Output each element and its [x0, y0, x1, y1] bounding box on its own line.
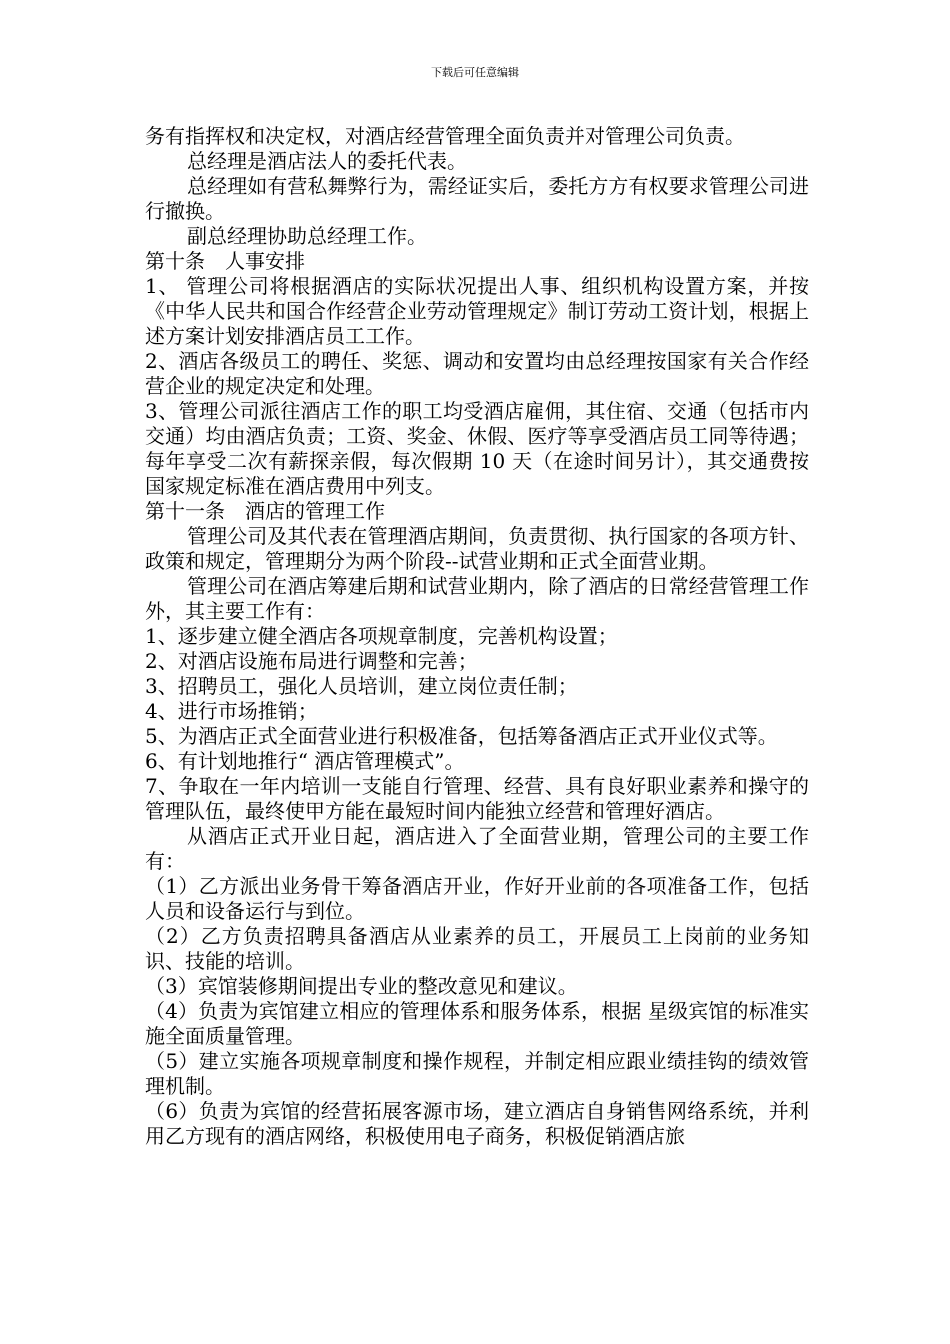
- paragraph: 副总经理协助总经理工作。: [187, 224, 427, 248]
- page-header: 下载后可任意编辑: [431, 66, 519, 79]
- list-item: （6）负责为宾馆的经营拓展客源市场，建立酒店自身销售网络系统，并利用乙方现有的酒店网络，积极使用电子商务，积极促销酒店旅: [145, 1099, 809, 1148]
- list-item: （4）负责为宾馆建立相应的管理体系和服务体系，根据 星级宾馆的标准实施全面质量管理。: [145, 999, 809, 1048]
- list-item: （3）宾馆装修期间提出专业的整改意见和建议。: [145, 974, 578, 998]
- list-item: 4、进行市场推销；: [145, 699, 318, 723]
- paragraph: 总经理是酒店法人的委托代表。: [187, 149, 467, 173]
- list-item: 3、管理公司派往酒店工作的职工均受酒店雇佣，其住宿、交通（包括市内交通）均由酒店负责；工资、奖金、休假、医疗等享受酒店员工同等待遇；每年享受二次有薪探亲假，每次假期 10 天（在途时间另计），其交通费按国家规定标准在酒店费用中列支。: [145, 399, 809, 498]
- list-item: 5、为酒店正式全面营业进行积极准备，包括筹备酒店正式开业仪式等。: [145, 724, 778, 748]
- list-item: 2、对酒店设施布局进行调整和完善；: [145, 649, 478, 673]
- list-item: （1）乙方派出业务骨干筹备酒店开业，作好开业前的各项准备工作，包括人员和设备运行与到位。: [145, 874, 809, 923]
- paragraph: 从酒店正式开业日起，酒店进入了全面营业期，管理公司的主要工作有：: [145, 824, 809, 873]
- list-item: 2、酒店各级员工的聘任、奖惩、调动和安置均由总经理按国家有关合作经营企业的规定决定和处理。: [145, 349, 809, 398]
- list-item: 1、逐步建立健全酒店各项规章制度，完善机构设置；: [145, 624, 618, 648]
- list-item: 3、招聘员工，强化人员培训，建立岗位责任制；: [145, 674, 578, 698]
- paragraph: 务有指挥权和决定权，对酒店经营管理全面负责并对管理公司负责。: [145, 124, 745, 148]
- paragraph: 总经理如有营私舞弊行为，需经证实后，委托方方有权要求管理公司进行撤换。: [145, 174, 809, 223]
- paragraph: 管理公司在酒店筹建后期和试营业期内，除了酒店的日常经营管理工作外，其主要工作有：: [145, 574, 809, 623]
- list-item: 6、有计划地推行“ 酒店管理模式”。: [145, 749, 465, 773]
- paragraph: 管理公司及其代表在管理酒店期间，负责贯彻、执行国家的各项方针、政策和规定，管理期分为两个阶段--试营业期和正式全面营业期。: [145, 524, 809, 573]
- document-body: [145, 124, 809, 1149]
- list-item: 7、争取在一年内培训一支能自行管理、经营、具有良好职业素养和操守的管理队伍，最终使甲方能在最短时间内能独立经营和管理好酒店。: [145, 774, 809, 823]
- list-item: （2）乙方负责招聘具备酒店从业素养的员工，开展员工上岗前的业务知识、技能的培训。: [145, 924, 809, 973]
- list-item: 1、 管理公司将根据酒店的实际状况提出人事、组织机构设置方案，并按《中华人民共和国合作经营企业劳动管理规定》制订劳动工资计划，根据上述方案计划安排酒店员工工作。: [145, 274, 809, 348]
- section-heading: 第十条 人事安排: [145, 249, 305, 273]
- list-item: （5）建立实施各项规章制度和操作规程，并制定相应跟业绩挂钩的绩效管理机制。: [145, 1049, 809, 1098]
- section-heading: 第十一条 酒店的管理工作: [145, 499, 385, 523]
